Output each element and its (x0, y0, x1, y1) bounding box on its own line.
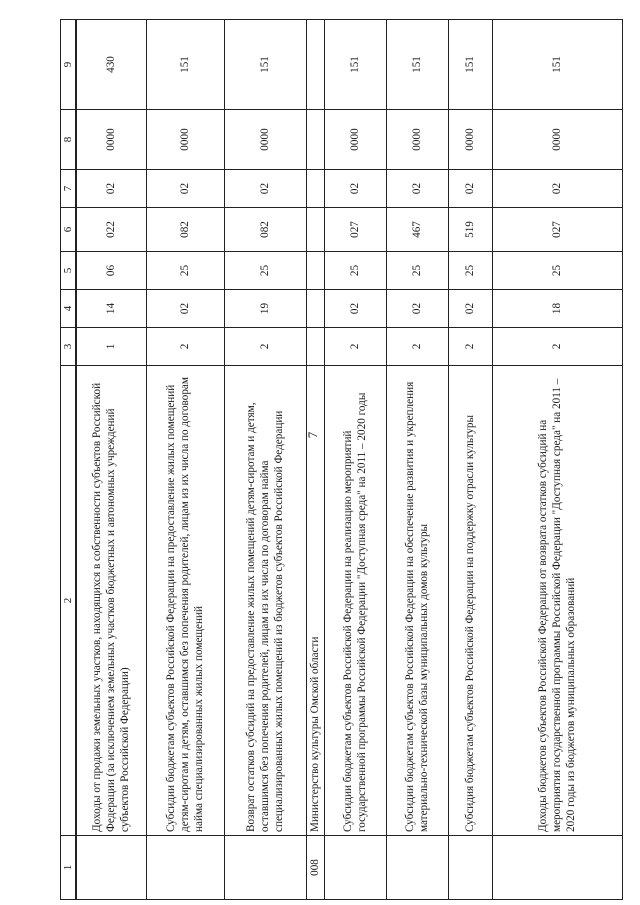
revenue-name-cell: Доходы от продажи земельных участков, находящихся в собственности субъектов Российской Федерации (за исключением земельных участков бюджетных и автономных учреждений субъектов Российской Федерации) (76, 366, 146, 836)
code-cell: 2 (146, 328, 224, 366)
code-cell: 151 (224, 20, 306, 110)
revenue-name-cell: Доходы бюджетов субъектов Российской Федерации от возврата остатков субсидий на мероприятия государственной программы Российской Федерации "Доступная среда" на 2011 – 2020 годы из бюджетов муниципальных образований (492, 366, 622, 836)
code-cell: 2 (492, 328, 622, 366)
admin-code-cell: 008 (306, 836, 324, 900)
code-cell: 19 (224, 290, 306, 328)
code-cell: 02 (146, 170, 224, 208)
admin-code-cell (146, 836, 224, 900)
header-cell: 4 (61, 290, 77, 328)
code-cell: 1 (76, 328, 146, 366)
code-cell: 151 (146, 20, 224, 110)
code-cell: 25 (492, 252, 622, 290)
code-cell: 02 (386, 290, 448, 328)
code-cell: 2 (386, 328, 448, 366)
header-cell: 8 (61, 110, 77, 170)
code-cell: 25 (324, 252, 386, 290)
revenue-name-cell: Субсидия бюджетам субъектов Российской Федерации на поддержку отрасли культуры (448, 366, 492, 836)
table-row (306, 20, 324, 900)
code-cell (306, 290, 324, 328)
code-cell: 0000 (448, 110, 492, 170)
page-number: 7 (305, 431, 320, 439)
revenue-name-cell: Субсидии бюджетам субъектов Российской Федерации на реализацию мероприятий государственной программы Российской Федерации "Доступная среда" на 2011 – 2020 годы (324, 366, 386, 836)
revenue-name-cell: Министерство культуры Омской области (306, 366, 324, 836)
admin-code-cell (448, 836, 492, 900)
code-cell: 2 (324, 328, 386, 366)
rotated-table-container (60, 20, 620, 900)
code-cell: 0000 (324, 110, 386, 170)
code-cell (306, 328, 324, 366)
header-cell: 6 (61, 208, 77, 252)
code-cell: 0000 (76, 110, 146, 170)
admin-code-cell (386, 836, 448, 900)
code-cell: 02 (224, 170, 306, 208)
table-row (146, 20, 224, 900)
code-cell: 02 (146, 290, 224, 328)
code-cell: 25 (224, 252, 306, 290)
code-cell: 02 (448, 290, 492, 328)
admin-code-cell (76, 836, 146, 900)
code-cell: 151 (386, 20, 448, 110)
admin-code-cell (324, 836, 386, 900)
code-cell: 022 (76, 208, 146, 252)
code-cell (306, 208, 324, 252)
code-cell: 06 (76, 252, 146, 290)
code-cell: 0000 (492, 110, 622, 170)
table-row (386, 20, 448, 900)
code-cell: 25 (146, 252, 224, 290)
code-cell: 2 (448, 328, 492, 366)
admin-code-cell (224, 836, 306, 900)
code-cell: 027 (324, 208, 386, 252)
code-cell: 14 (76, 290, 146, 328)
header-cell: 2 (61, 366, 77, 836)
code-cell: 02 (448, 170, 492, 208)
code-cell (306, 110, 324, 170)
code-cell: 02 (76, 170, 146, 208)
code-cell: 467 (386, 208, 448, 252)
code-cell: 02 (386, 170, 448, 208)
header-cell: 1 (61, 836, 77, 900)
table-row (448, 20, 492, 900)
code-cell: 2 (224, 328, 306, 366)
table-row (324, 20, 386, 900)
code-cell: 0000 (224, 110, 306, 170)
header-cell: 9 (61, 20, 77, 110)
code-cell: 082 (146, 208, 224, 252)
revenue-name-cell: Возврат остатков субсидий на предоставление жилых помещений детям-сиротам и детям, оставшимся без попечения родителей, лицам из их числа по договорам найма специализированных жилых помещений из бюджетов субъектов Российской Федерации (224, 366, 306, 836)
code-cell (306, 170, 324, 208)
budget-classification-table (60, 19, 623, 900)
table-row (492, 20, 622, 900)
table-row (76, 20, 146, 900)
code-cell: 151 (324, 20, 386, 110)
code-cell: 430 (76, 20, 146, 110)
code-cell: 0000 (386, 110, 448, 170)
code-cell: 0000 (146, 110, 224, 170)
header-cell: 3 (61, 328, 77, 366)
revenue-name-cell: Субсидии бюджетам субъектов Российской Федерации на обеспечение развития и укрепления материально-технической базы муниципальных домов культуры (386, 366, 448, 836)
table-row (224, 20, 306, 900)
header-cell: 7 (61, 170, 77, 208)
code-cell: 02 (324, 170, 386, 208)
revenue-name-cell: Субсидии бюджетам субъектов Российской Федерации на предоставление жилых помещений детям-сиротам и детям, оставшимся без попечения родителей, лицам из их числа по договорам найма специализированных жилых помещений (146, 366, 224, 836)
admin-code-cell (492, 836, 622, 900)
code-cell: 151 (448, 20, 492, 110)
code-cell: 02 (324, 290, 386, 328)
code-cell: 519 (448, 208, 492, 252)
code-cell (306, 252, 324, 290)
code-cell: 18 (492, 290, 622, 328)
table-header-row (61, 20, 77, 900)
code-cell: 02 (492, 170, 622, 208)
code-cell: 25 (386, 252, 448, 290)
header-cell: 5 (61, 252, 77, 290)
code-cell: 082 (224, 208, 306, 252)
code-cell (306, 20, 324, 110)
code-cell: 151 (492, 20, 622, 110)
code-cell: 25 (448, 252, 492, 290)
code-cell: 027 (492, 208, 622, 252)
